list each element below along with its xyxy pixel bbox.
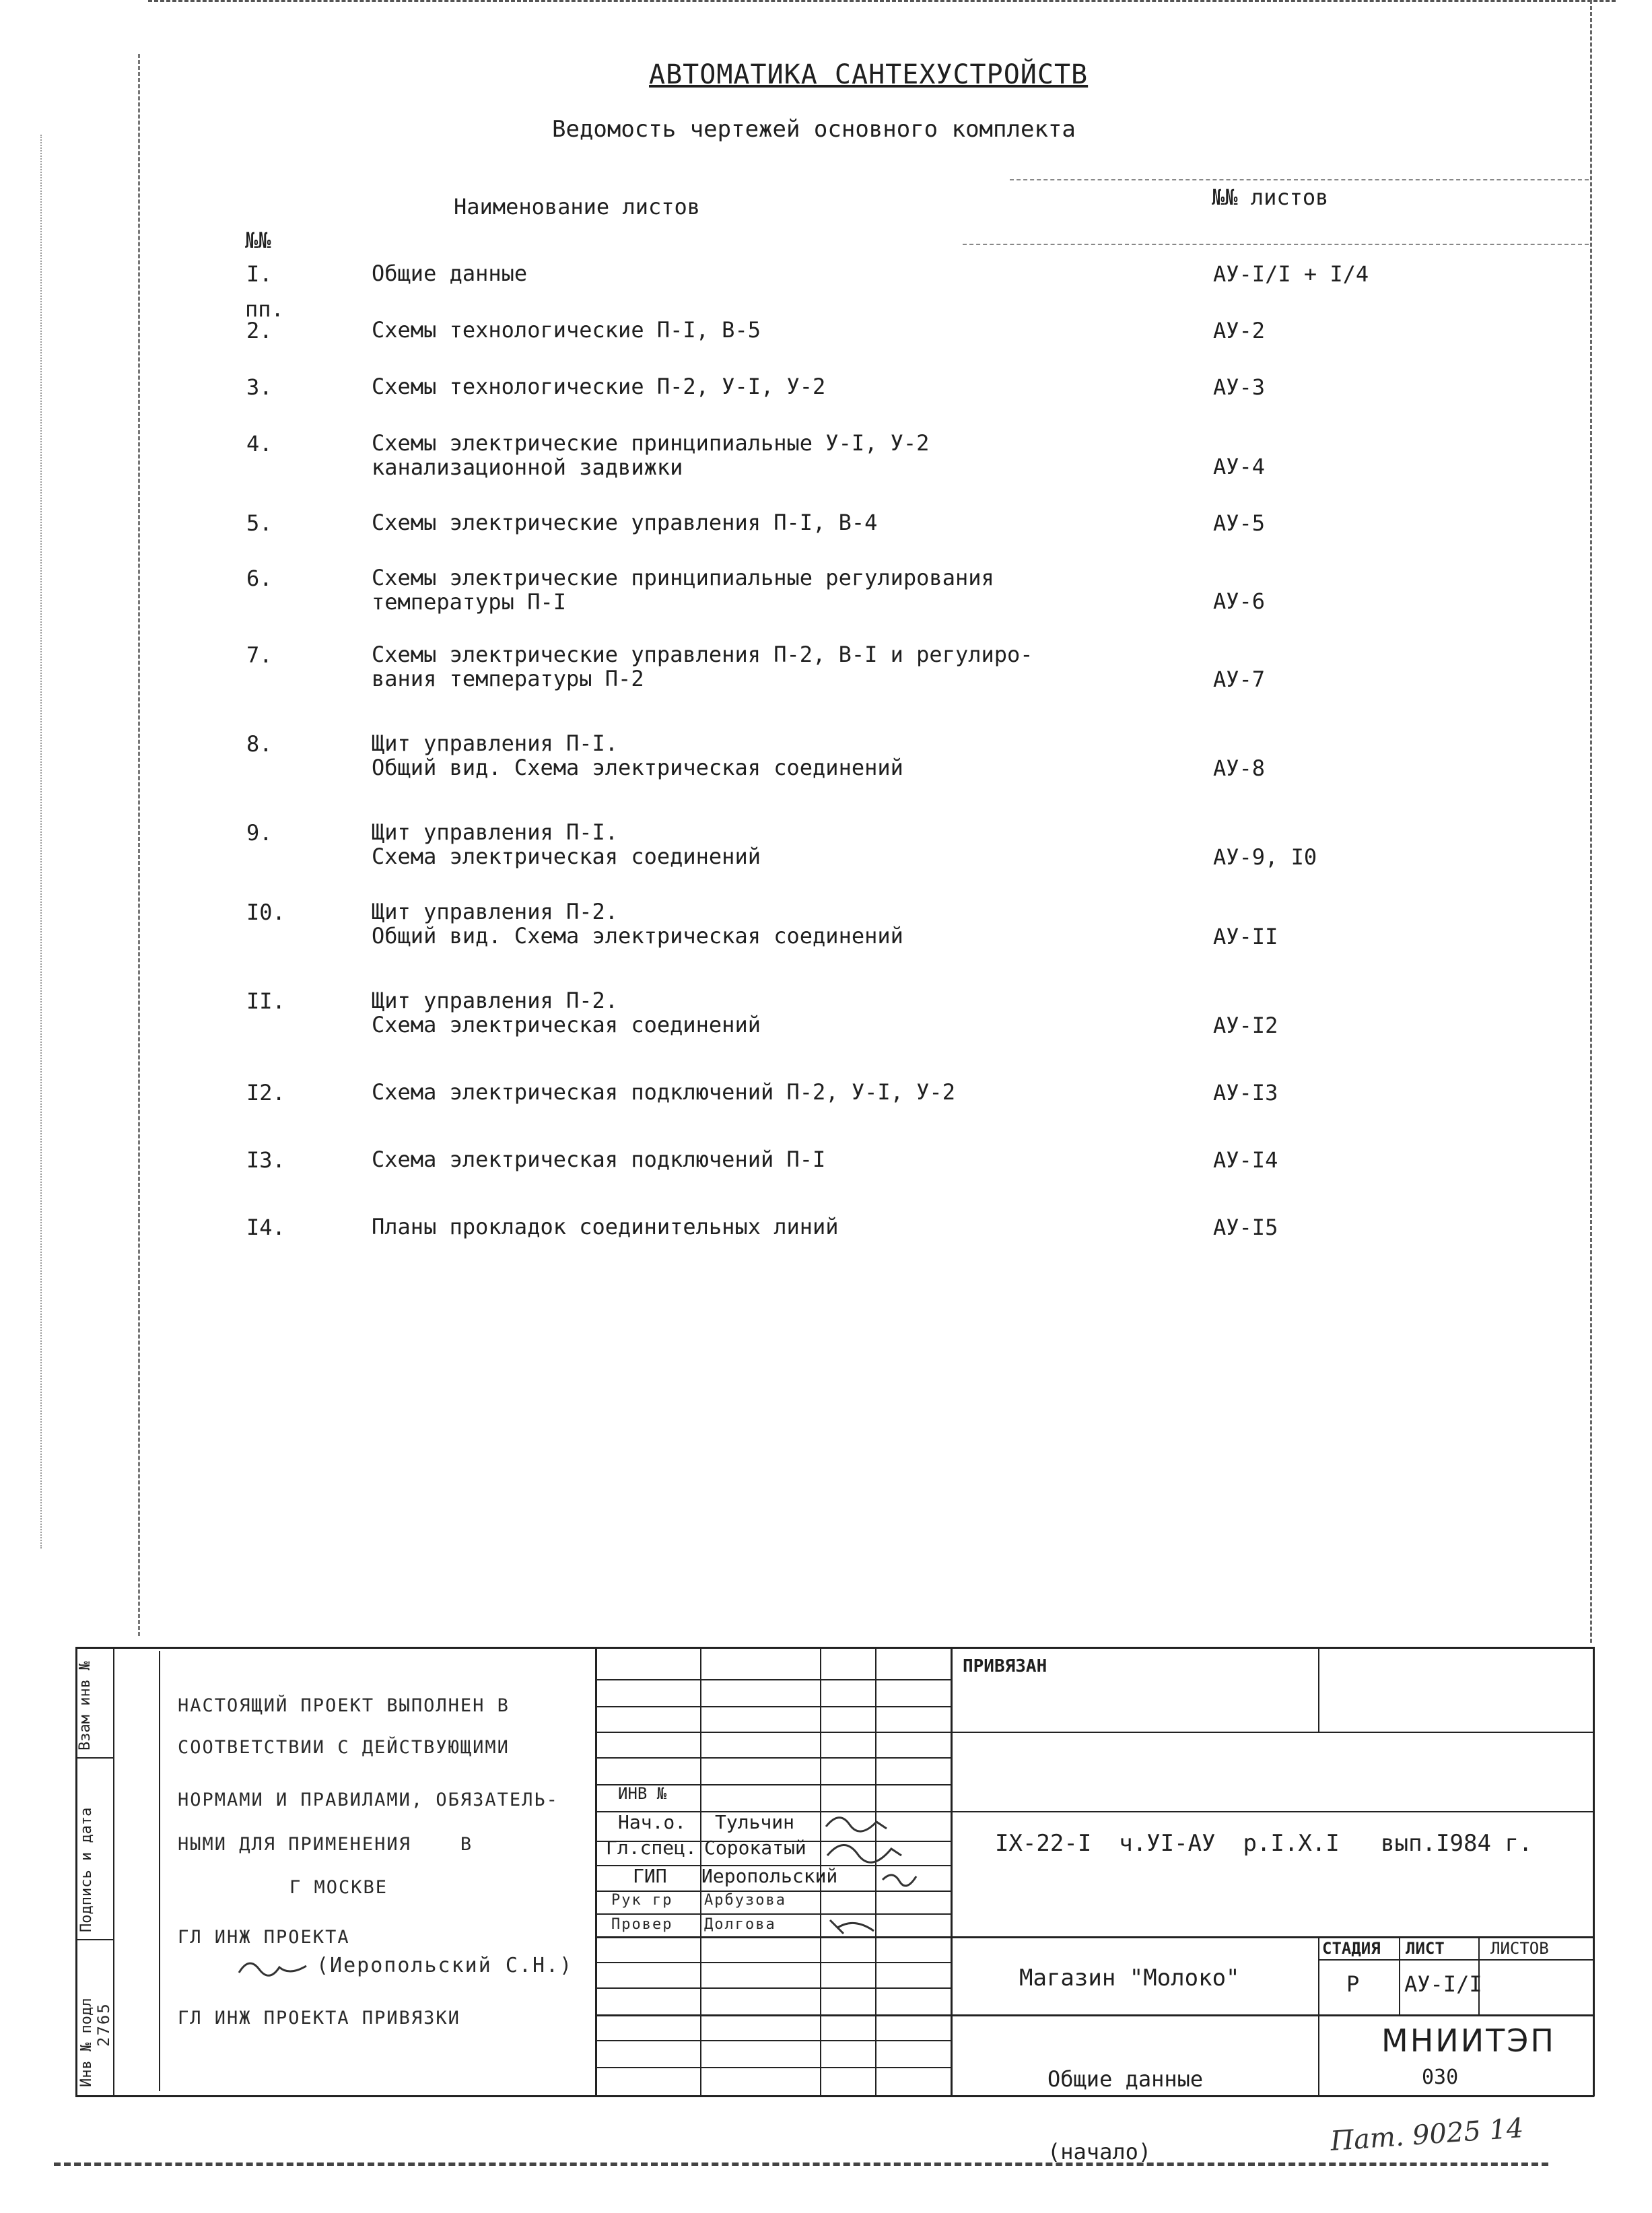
row-sheet: АУ-8 — [1213, 755, 1266, 781]
stamp-top-border — [75, 1647, 1594, 1649]
note-box-left — [159, 1651, 160, 2091]
header-rule-bottom — [963, 244, 1589, 245]
row-number: I4. — [246, 1215, 285, 1240]
row-title — [372, 731, 903, 780]
row-sheet: АУ-I/I + I/4 — [1213, 261, 1369, 287]
side-label-vzam-inv: Взам инв № — [77, 1661, 94, 1750]
row-title — [372, 1080, 955, 1104]
project-note-line-3: НОРМАМИ И ПРАВИЛАМИ, ОБЯЗАТЕЛЬ- — [178, 1790, 559, 1810]
signature-prover — [827, 1913, 881, 1938]
side-number: 2765 — [94, 2002, 113, 2047]
footer-handwritten-note: Пат. 9025 14 — [1329, 2113, 1525, 2157]
grid-row-2 — [596, 1706, 952, 1707]
grid-col-4 — [951, 1647, 953, 2097]
row-title — [372, 431, 929, 479]
top-scan-edge — [148, 0, 1616, 2]
header-rule-top — [1010, 179, 1589, 180]
name-nach-o: Тульчин — [715, 1811, 795, 1833]
row-title-line: Общий вид. Схема электрическая соединений — [372, 923, 903, 949]
name-gl-spec: Сорокатый — [704, 1837, 806, 1859]
row-title-line: Схемы электрические принципиальные У-I, У-2 — [372, 430, 930, 456]
row-title — [372, 820, 761, 869]
row-sheet: АУ-I2 — [1213, 1013, 1278, 1038]
project-note-line-8: ГЛ ИНЖ ПРОЕКТА ПРИВЯЗКИ — [178, 2008, 460, 2029]
grid-row-15 — [596, 2040, 952, 2041]
sheet-title-line-1: Общие данные — [1047, 2066, 1204, 2092]
row-number: I0. — [246, 899, 285, 925]
side-label-podpis: Подпись и дата — [78, 1807, 95, 1932]
row-sheet: АУ-II — [1213, 924, 1278, 949]
row-number: I. — [246, 261, 273, 287]
grid-row-14 — [596, 2014, 1594, 2016]
project-note-line-1: НАСТОЯЩИЙ ПРОЕКТ ВЫПОЛНЕН В — [178, 1695, 510, 1716]
row-title-line: Схема электрическая соединений — [372, 1012, 761, 1037]
row-title-line: температуры П-I — [372, 589, 566, 615]
row-title-line: Планы прокладок соединительных линий — [372, 1214, 839, 1239]
row-title-line: Щит управления П-I. — [372, 730, 619, 756]
row-sheet: АУ-7 — [1213, 667, 1266, 692]
row-number: 8. — [246, 731, 273, 757]
stamp-right-border — [1593, 1647, 1595, 2097]
row-title-line: канализационной задвижки — [372, 454, 683, 480]
row-title — [372, 374, 825, 399]
row-title — [372, 1215, 839, 1239]
grid-row-16 — [596, 2067, 952, 2068]
row-number: 9. — [246, 820, 273, 846]
sheet-title — [1047, 2018, 1203, 2212]
grid-row-3 — [596, 1732, 1594, 1733]
row-title — [372, 988, 761, 1037]
signature-gip — [236, 1952, 310, 1986]
row-title — [372, 510, 877, 535]
row-title-line: Схемы электрические управления П-I, В-4 — [372, 510, 878, 535]
organization-name: МНИИТЭП — [1381, 2022, 1556, 2059]
document-title: АВТОМАТИКА САНТЕХУСТРОЙСТВ — [649, 59, 1089, 90]
grid-row-4 — [596, 1757, 952, 1759]
grid-row-1 — [596, 1679, 952, 1680]
row-title-line: Общий вид. Схема электрическая соединений — [372, 755, 903, 780]
row-title-line: Щит управления П-I. — [372, 819, 619, 845]
row-number: I2. — [246, 1080, 285, 1105]
grid-row-13 — [596, 1987, 952, 1989]
project-note-line-7: (Иеропольский С.Н.) — [316, 1954, 574, 1977]
row-sheet: АУ-I4 — [1213, 1147, 1278, 1173]
privyazan-divider — [1318, 1647, 1319, 1732]
grid-row-12 — [596, 1962, 952, 1963]
row-number: I3. — [246, 1147, 285, 1173]
document-code: IX-22-I ч.УI-АУ р.I.X.I вып.I984 г. — [995, 1830, 1533, 1857]
stage-header-rule — [1318, 1959, 1594, 1961]
role-gip: ГИП — [633, 1865, 667, 1887]
row-number: II. — [246, 988, 285, 1014]
stage-label: СТАДИЯ — [1322, 1939, 1381, 1958]
project-note-line-6: ГЛ ИНЖ ПРОЕКТА — [178, 1927, 350, 1948]
signature-gl-spec — [824, 1835, 905, 1865]
name-prover: Долгова — [704, 1916, 776, 1933]
stage-value: Р — [1346, 1971, 1360, 1997]
row-title-line: вания температуры П-2 — [372, 666, 644, 691]
column-header-sheets: №№ листов — [1212, 184, 1329, 210]
row-number: 7. — [246, 642, 273, 668]
row-sheet: АУ-I3 — [1213, 1080, 1278, 1105]
column-header-number-line1: №№ — [245, 228, 271, 253]
row-number: 3. — [246, 374, 273, 400]
side-strip-rule-2 — [75, 1939, 114, 1940]
row-number: 6. — [246, 566, 273, 591]
role-ruk-gr: Рук гр — [611, 1892, 673, 1909]
bottom-scan-edge — [54, 2163, 1548, 2166]
row-title-line: Общие данные — [372, 261, 528, 286]
signature-nach-o — [823, 1810, 890, 1837]
project-note-line-5: Г МОСКВЕ — [289, 1877, 388, 1898]
left-margin-dots — [40, 135, 42, 1548]
row-sheet: АУ-I5 — [1213, 1215, 1278, 1240]
role-gl-spec: Гл.спец. — [606, 1837, 697, 1859]
grid-row-10 — [596, 1913, 952, 1915]
object-name: Магазин "Молоко" — [1019, 1965, 1240, 1991]
row-title — [372, 318, 761, 342]
side-label-inv-podl: Инв № подл — [78, 1998, 95, 2087]
sheets-label: ЛИСТОВ — [1490, 1939, 1549, 1958]
column-header-name: Наименование листов — [454, 194, 701, 219]
row-title — [372, 642, 1033, 691]
row-title — [372, 899, 903, 948]
inv-number-label: ИНВ № — [618, 1784, 667, 1803]
sheet-title-line-2: (начало) — [1047, 2139, 1152, 2165]
row-title-line: Схема электрическая подключений П-I — [372, 1147, 826, 1172]
row-title-line: Схемы электрические принципиальные регулирования — [372, 565, 994, 590]
stage-col-1 — [1399, 1936, 1400, 2014]
side-strip-rule-1 — [75, 1757, 114, 1759]
row-sheet: АУ-6 — [1213, 588, 1266, 614]
privyazan-label: ПРИВЯЗАН — [963, 1656, 1047, 1676]
grid-row-11 — [596, 1936, 1594, 1938]
row-number: 2. — [246, 318, 273, 343]
sheet-label: ЛИСТ — [1406, 1939, 1445, 1958]
project-note-line-4: НЫМИ ДЛЯ ПРИМЕНЕНИЯ В — [178, 1834, 473, 1855]
side-strip-divider — [113, 1647, 114, 2097]
role-nach-o: Нач.о. — [618, 1811, 687, 1833]
row-sheet: АУ-3 — [1213, 374, 1266, 400]
row-title-line: Схемы технологические П-I, В-5 — [372, 317, 761, 343]
stamp-bottom-border — [75, 2095, 1594, 2097]
document-subtitle: Ведомость чертежей основного комплекта — [552, 116, 1076, 143]
row-title-line: Щит управления П-2. — [372, 899, 619, 924]
row-sheet: АУ-4 — [1213, 454, 1266, 479]
sheet-value: АУ-I/I — [1404, 1971, 1482, 1997]
row-title-line: Щит управления П-2. — [372, 988, 619, 1013]
left-scan-edge — [138, 54, 140, 1636]
row-sheet: АУ-2 — [1213, 318, 1266, 343]
name-gip: Иеропольский — [701, 1865, 838, 1887]
role-prover: Провер — [611, 1916, 673, 1933]
column-header-number-line2: пп. — [245, 296, 284, 322]
organization-code: 030 — [1422, 2066, 1459, 2089]
row-title-line: Схема электрическая соединений — [372, 844, 761, 869]
project-note-line-2: СООТВЕТСТВИИ С ДЕЙСТВУЮЩИМИ — [178, 1737, 510, 1758]
note-box-right — [595, 1647, 597, 2097]
signature-gip-row — [879, 1866, 920, 1889]
row-title-line: Схема электрическая подключений П-2, У-I, У-2 — [372, 1079, 955, 1105]
row-title — [372, 261, 527, 285]
row-title-line: Схемы электрические управления П-2, В-I и регулиро- — [372, 642, 1033, 667]
right-scan-edge — [1590, 0, 1592, 1643]
row-title — [372, 566, 994, 614]
row-title-line: Схемы технологические П-2, У-I, У-2 — [372, 374, 826, 399]
row-number: 4. — [246, 431, 273, 456]
name-ruk-gr: Арбузова — [704, 1892, 786, 1909]
row-title — [372, 1147, 825, 1171]
row-sheet: АУ-5 — [1213, 510, 1266, 536]
grid-col-3 — [875, 1647, 876, 2097]
row-sheet: АУ-9, I0 — [1213, 844, 1317, 870]
row-number: 5. — [246, 510, 273, 536]
